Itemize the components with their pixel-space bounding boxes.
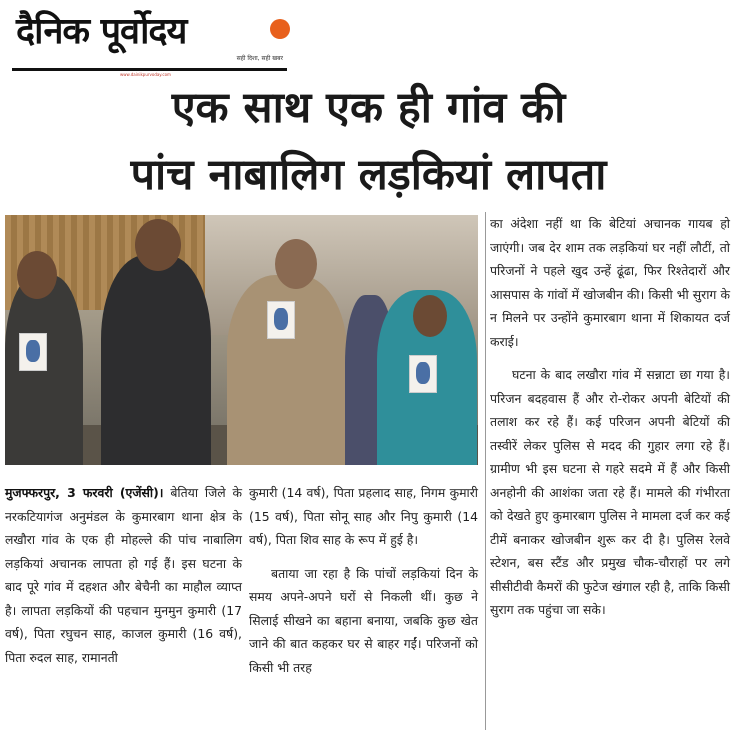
photo-poster: [409, 355, 437, 393]
article-column-3: [490, 212, 730, 622]
tagline: सही दिशा, सही खबर: [236, 55, 283, 62]
article-text: बेतिया जिले के नरकटियागंज अनुमंडल के कुमारबाग थाना क्षेत्र के लखौरा गांव के एक ही मोहल्ले की पांच नाबालिग लड़कियां अचानक लापता हो गई हैं। इस घटना के बाद पूरे गांव में दहशत और बेचैनी का माहौल व्याप्त है। लापता लड़कियों की पहचान मुनमुन कुमारी (17 वर्ष), पिता रघुचन साह, काजल कुमारी (16 वर्ष), पिता रुदल साह, रामानती: [5, 485, 242, 665]
news-photo: [5, 215, 478, 465]
logo-dot-icon: [270, 19, 290, 39]
article-paragraph: बताया जा रहा है कि पांचों लड़कियां दिन के समय अपने-अपने घरों से निकली थीं। कुछ ने सिलाई सीखने का बहाना बनाया, जबकि कुछ खेत जाने की बात कहकर घर से बाहर गईं। परिजनों को किसी भी तरह: [249, 565, 478, 675]
headline-line-2: पांच नाबालिग लड़कियां लापता: [130, 150, 607, 200]
person-head: [275, 239, 317, 289]
masthead-rule: [12, 68, 287, 71]
person-head: [17, 251, 57, 299]
headline-line-1: एक साथ एक ही गांव की: [171, 83, 566, 133]
masthead-url: www.dainikpurvoday.com: [120, 72, 171, 77]
article-paragraph: कुमारी (14 वर्ष), पिता प्रहलाद साह, निगम कुमारी (15 वर्ष), पिता सोनू साह और निपु कुमारी (14 वर्ष), पिता शिव साह के रूप में हुई है।: [249, 485, 478, 547]
person-figure: [101, 255, 211, 465]
newspaper-name: दैनिक पूर्वोदय: [16, 11, 187, 52]
photo-poster: [267, 301, 295, 339]
photo-poster: [19, 333, 47, 371]
article-paragraph: घटना के बाद लखौरा गांव में सन्नाटा छा गया है। परिजन बदहवास हैं और रो-रोकर अपनी बेटियों की तलाश कर रहे हैं। कई परिजन अपनी बेटियों की तस्वीरें लेकर पुलिस से मदद की गुहार लगा रहे हैं। ग्रामीण भी इस घटना से गहरे सदमे में हैं और किसी अनहोनी की आशंका जता रहे हैं। मामले की गंभीरता को देखते हुए कुमारबाग पुलिस ने मामला दर्ज कर कई टीमें बनाकर खोजबीन शुरू कर दी है। पुलिस रेलवे स्टेशन, बस स्टैंड और प्रमुख चौक-चौराहों पर लगे सीसीटीवी कैमरों की फुटेज खंगाल रही है, ताकि किसी सुराग तक पहुंचा जा सके।: [490, 367, 730, 617]
person-head: [413, 295, 447, 337]
article-column-1: [5, 481, 242, 669]
column-divider: [485, 212, 486, 730]
masthead: [12, 6, 287, 77]
article-paragraph: का अंदेशा नहीं था कि बेटियां अचानक गायब हो जाएंगी। जब देर शाम तक लड़कियां घर नहीं लौटीं, तो परिजनों ने पहले खुद उन्हें ढूंढा, फिर रिश्तेदारों और आसपास के गांवों में खोजबीन की। किसी भी सुराग के न मिलने पर उन्होंने कुमारबाग थाना में शिकायत दर्ज कराई।: [490, 216, 730, 349]
person-head: [135, 219, 181, 271]
dateline: मुजफ्फरपुर, 3 फरवरी (एजेंसी)।: [5, 485, 164, 500]
article-column-2: [249, 481, 478, 679]
